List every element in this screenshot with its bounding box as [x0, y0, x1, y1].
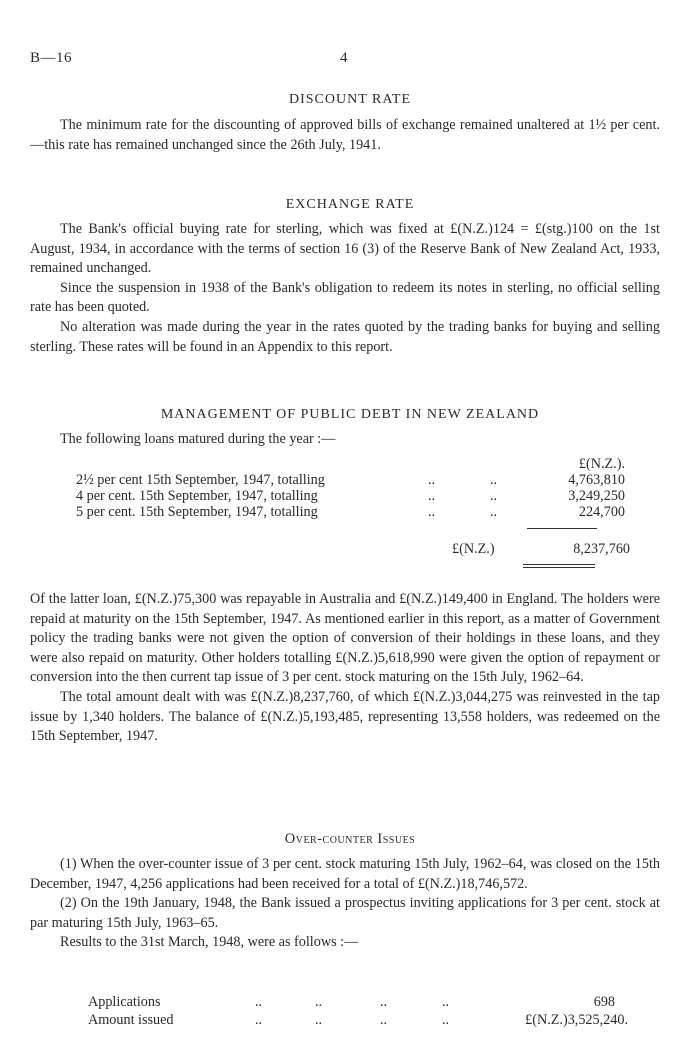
- discount-rate-heading: DISCOUNT RATE: [288, 92, 412, 107]
- total-label: £(N.Z.): [452, 541, 495, 557]
- leader-dots: ..: [380, 1012, 388, 1028]
- over-counter-paragraph-3: Results to the 31st March, 1948, were as follows :—: [60, 934, 359, 951]
- loan-description: 2½ per cent 15th September, 1947, totalling: [76, 472, 325, 488]
- total-double-rule-bottom: [523, 567, 595, 568]
- exchange-paragraph-1: The Bank's official buying rate for sterling, which was fixed at £(N.Z.)124 = £(stg.)100 on the 1st August, 1934, in accordance with the terms of section 16 (3) of the Reserve Bank of New Zealand Act, 1933, remained unchanged.: [30, 221, 660, 277]
- matured-loans-table: [30, 455, 660, 519]
- leader-dots: ..: [380, 994, 388, 1010]
- loan-amount: 224,700: [578, 504, 625, 520]
- loan-description: 5 per cent. 15th September, 1947, totalling: [76, 504, 318, 520]
- subtotal-rule: [527, 528, 597, 529]
- leader-dots: ..: [490, 488, 498, 504]
- leader-dots: ..: [255, 1012, 263, 1028]
- result-label: Amount issued: [88, 1012, 174, 1028]
- leader-dots: ..: [490, 504, 498, 520]
- loan-row: [30, 487, 660, 503]
- results-table: [30, 993, 660, 1029]
- debt-paragraph-2: The total amount dealt with was £(N.Z.)8,237,760, of which £(N.Z.)3,044,275 was reinvested in the tap issue by 1,340 holders. The balance of £(N.Z.)5,193,485, representing 13,558 holders, was redeemed on the 15th September, 1947.: [30, 688, 660, 745]
- loan-row: [30, 503, 660, 519]
- loan-description: 4 per cent. 15th September, 1947, totalling: [76, 488, 318, 504]
- over-counter-section: [30, 855, 660, 953]
- leader-dots: ..: [315, 994, 323, 1010]
- leader-dots: ..: [315, 1012, 323, 1028]
- debt-paragraph-1: Of the latter loan, £(N.Z.)75,300 was repayable in Australia and £(N.Z.)149,400 in England. The holders were repaid at maturity on the 15th September, 1947. As mentioned earlier in this report, as a matter of Government policy the trading banks were not given the option of conversion of their holdings in these loans, and they were also repaid on maturity. Other holders totalling £(N.Z.)5,618,990 were given the option of repayment or conversion into the then current tap issue of 3 per cent. stock maturing on the 15th July, 1962–64.: [30, 591, 660, 686]
- page-reference: B—16: [30, 50, 73, 66]
- currency-header-row: [30, 455, 660, 471]
- total-double-rule-top: [523, 564, 595, 565]
- exchange-paragraph-3: No alteration was made during the year in the rates quoted by the trading banks for buying and selling sterling. These rates will be found in an Appendix to this report.: [30, 318, 660, 355]
- leader-dots: ..: [442, 1012, 450, 1028]
- loan-row: [30, 471, 660, 487]
- result-value: 698: [593, 994, 615, 1010]
- loan-amount: 3,249,250: [568, 488, 625, 504]
- leader-dots: ..: [428, 504, 436, 520]
- public-debt-heading: MANAGEMENT OF PUBLIC DEBT IN NEW ZEALAND: [160, 407, 540, 422]
- loan-amount: 4,763,810: [568, 472, 625, 488]
- leader-dots: ..: [442, 994, 450, 1010]
- result-value: £(N.Z.)3,525,240.: [525, 1012, 628, 1028]
- total-amount: 8,237,760: [573, 541, 630, 557]
- debt-intro-text: The following loans matured during the year :—: [60, 431, 336, 447]
- exchange-paragraph-2: Since the suspension in 1938 of the Bank's obligation to redeem its notes in sterling, no official selling rate has been quoted.: [30, 279, 660, 316]
- total-row: [30, 540, 660, 556]
- leader-dots: ..: [255, 994, 263, 1010]
- results-row: [30, 993, 660, 1011]
- discount-paragraph: The minimum rate for the discounting of approved bills of exchange remained unaltered at 1½ per cent.—this rate has remained unchanged since the 26th July, 1941.: [30, 117, 660, 153]
- debt-details-section: [30, 590, 660, 747]
- leader-dots: ..: [428, 472, 436, 488]
- debt-intro: [30, 430, 660, 450]
- leader-dots: ..: [490, 472, 498, 488]
- discount-rate-section: [30, 116, 660, 155]
- result-label: Applications: [88, 994, 161, 1010]
- over-counter-paragraph-2: (2) On the 19th January, 1948, the Bank issued a prospectus inviting applications for 3 per cent. stock at par maturing 15th July, 1963–65.: [30, 895, 660, 931]
- over-counter-paragraph-1: (1) When the over-counter issue of 3 per cent. stock maturing 15th July, 1962–64, was closed on the 15th December, 1947, 4,256 applications had been received for a total of £(N.Z.)18,746,572.: [30, 856, 660, 892]
- leader-dots: ..: [428, 488, 436, 504]
- page-number: 4: [340, 50, 348, 66]
- over-counter-heading: Over-counter Issues: [284, 831, 416, 847]
- exchange-rate-section: [30, 220, 660, 357]
- exchange-rate-heading: EXCHANGE RATE: [285, 197, 415, 212]
- currency-header: £(N.Z.).: [578, 456, 625, 472]
- results-row: [30, 1011, 660, 1029]
